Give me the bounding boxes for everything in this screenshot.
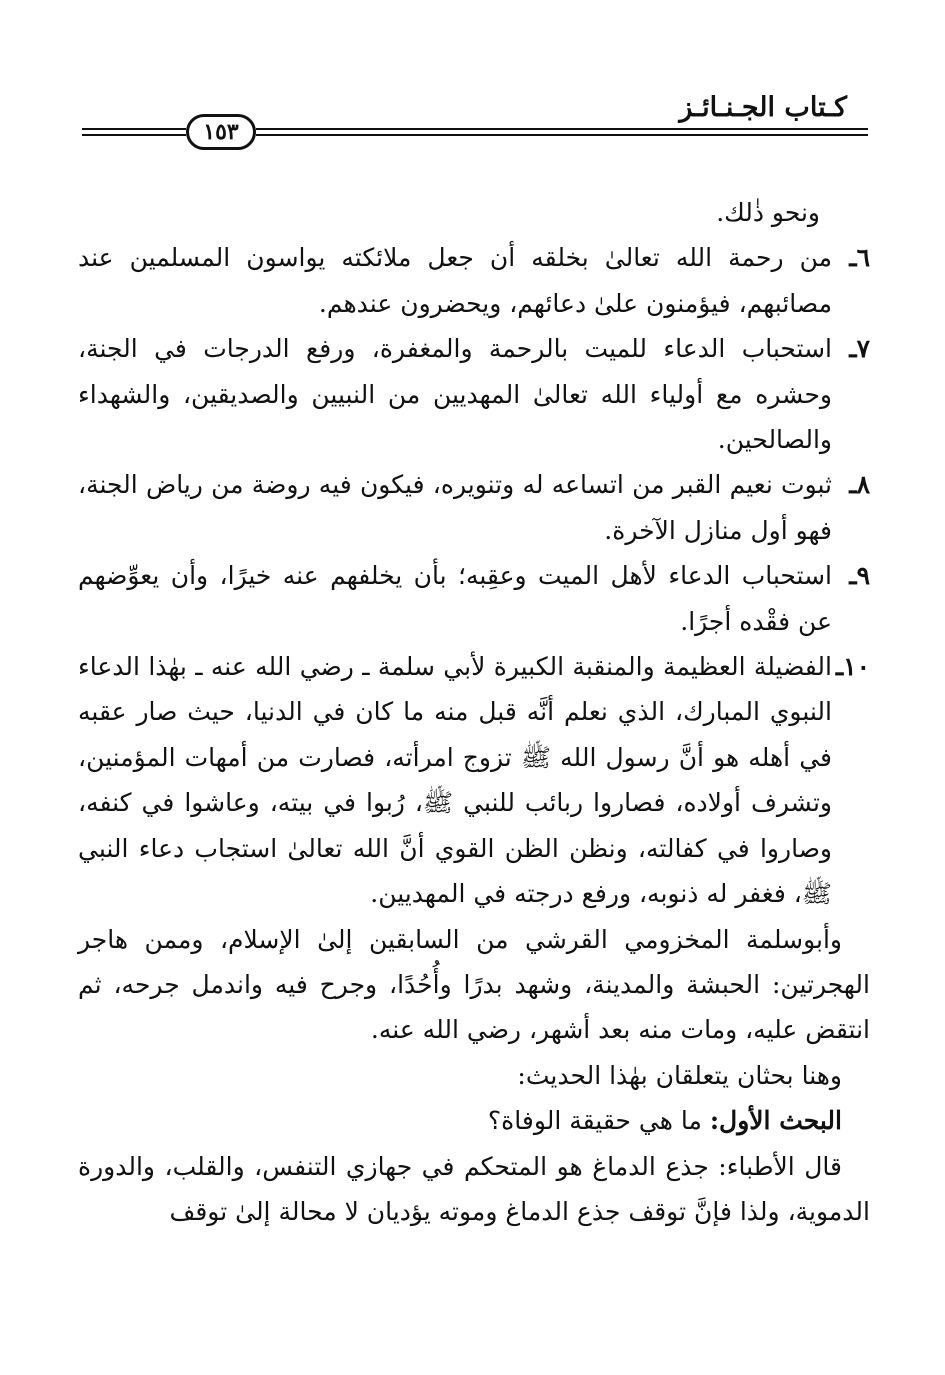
header-rule xyxy=(256,134,868,136)
list-item xyxy=(78,553,870,644)
item-text: استحباب الدعاء للميت بالرحمة والمغفرة، ورفع الدرجات في الجنة، وحشره مع أولياء الله تعالىٰ المهديين من النبيين والصديقين، والشهداء والصالحين. xyxy=(78,334,832,455)
paragraph-abu-salama: وأبوسلمة المخزومي القرشي من السابقين إلىٰ الإسلام، وممن هاجر الهجرتين: الحبشة والمدينة، وشهد بدرًا وأُحُدًا، وجرح فيه واندمل جرحه، ثم انتقض عليه، ومات منه بعد أشهر، رضي الله عنه. xyxy=(78,924,870,1045)
paragraph-doctors: قال الأطباء: جذع الدماغ هو المتحكم في جهازي التنفس، والقلب، والدورة الدموية، ولذا فإنَّ توقف جذع الدماغ وموته يؤديان لا محالة إلىٰ توقف xyxy=(78,1151,870,1226)
item-text: استحباب الدعاء لأهل الميت وعقِبه؛ بأن يخلفهم عنه خيرًا، وأن يعوِّضهم عن فقْده أجرًا. xyxy=(78,561,832,636)
list-item xyxy=(78,235,870,326)
section-heading xyxy=(78,1098,870,1143)
lead-line: ونحو ذٰلك. xyxy=(716,198,820,227)
header-rule-left xyxy=(82,128,186,130)
paragraph-two-studies: وهنا بحثان يتعلقان بهٰذا الحديث: xyxy=(517,1060,842,1090)
item-number: ٦ـ xyxy=(849,243,870,273)
page-number: ١٥٣ xyxy=(186,114,256,150)
item-text: من رحمة الله تعالىٰ بخلقه أن جعل ملائكته يواسون المسلمين عند مصائبهم، فيؤمنون علىٰ دعائهم، ويحضرون عندهم. xyxy=(78,243,832,318)
item-number: ١٠ـ xyxy=(835,652,870,682)
header-rule-left xyxy=(82,134,186,136)
list-item xyxy=(78,644,870,916)
running-header-title: كـتاب الجـنـائـز xyxy=(679,92,847,123)
list-item xyxy=(78,462,870,553)
item-number: ٩ـ xyxy=(849,561,870,591)
item-number: ٧ـ xyxy=(849,334,870,364)
section-heading-label: البحث الأول: xyxy=(709,1106,842,1136)
page-body xyxy=(78,190,870,1234)
item-text: ثبوت نعيم القبر من اتساعه له وتنويره، فيكون فيه روضة من رياض الجنة، فهو أول منازل الآخرة. xyxy=(78,470,832,545)
header-rule xyxy=(256,128,868,130)
section-heading-text: ما هي حقيقة الوفاة؟ xyxy=(487,1106,702,1136)
item-text: الفضيلة العظيمة والمنقبة الكبيرة لأبي سلمة ـ رضي الله عنه ـ بهٰذا الدعاء النبوي المبارك، الذي نعلم أنَّه قبل منه ما كان في الدنيا، حيث صار عقبه في أهله هو أنَّ رسول الله ﷺ تزوج امرأته، فصارت من أمهات المؤمنين، وتشرف أولاده، فصاروا ربائب للنبي ﷺ، رُبوا في بيته، وعاشوا في كنفه، وصاروا في كفالته، ونظن الظن القوي أنَّ الله تعالىٰ استجاب دعاء النبي ﷺ، فغفر له ذنوبه، ورفع درجته في المهديين. xyxy=(78,652,832,909)
list-item xyxy=(78,326,870,462)
item-number: ٨ـ xyxy=(849,470,870,500)
